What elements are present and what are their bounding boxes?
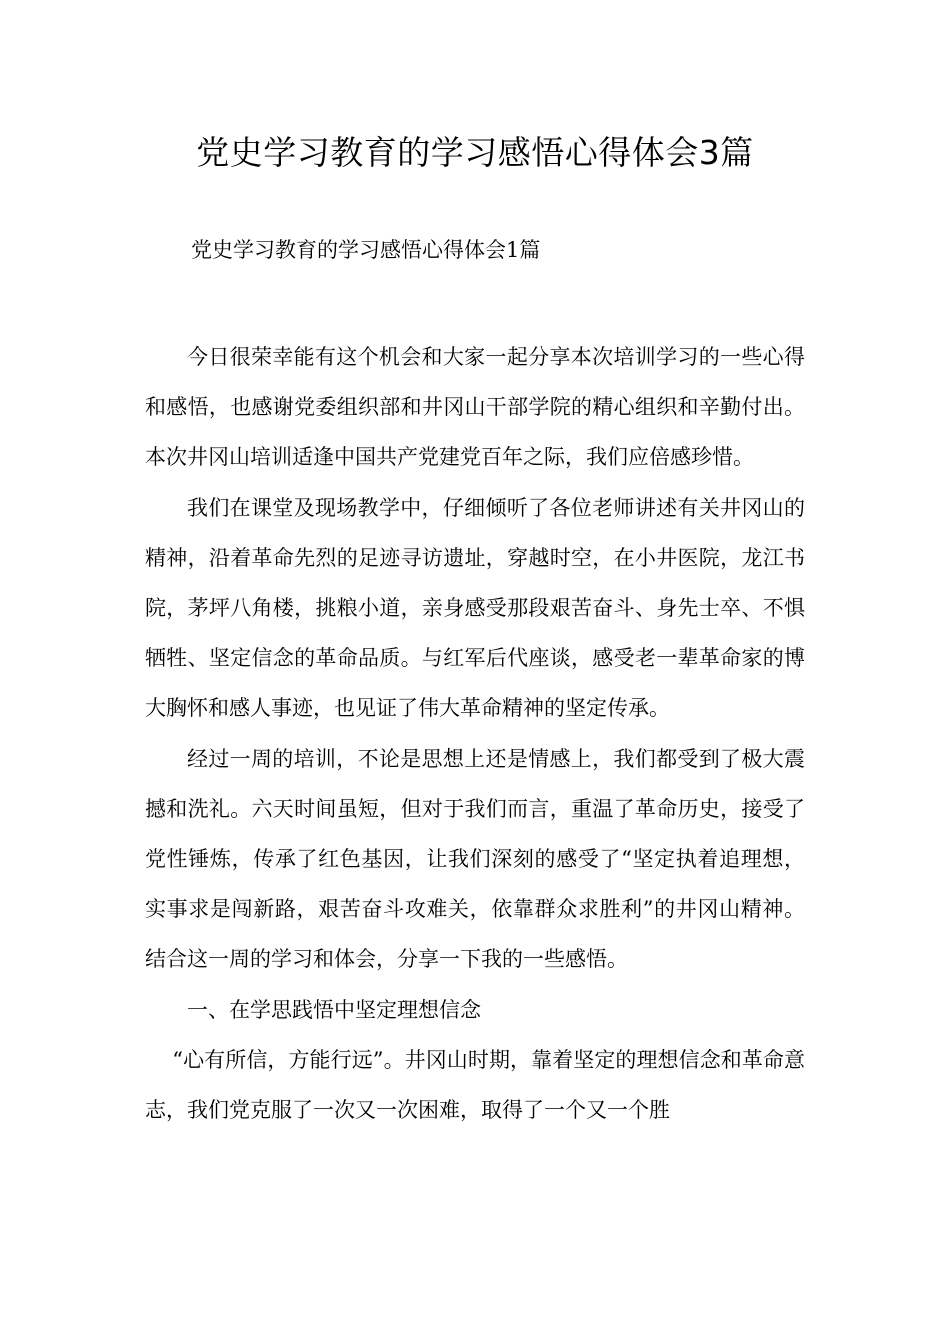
document-body (145, 332, 805, 1135)
paragraph-field-study: 我们在课堂及现场教学中，仔细倾听了各位老师讲述有关井冈山的精神，沿着革命先烈的足迹寻访遗址，穿越时空，在小井医院，龙江书院，茅坪八角楼，挑粮小道，亲身感受那段艰苦奋斗、身先士卒、不惧牺牲、坚定信念的革命品质。与红军后代座谈，感受老一辈革命家的博大胸怀和感人事迹，也见证了伟大革命精神的坚定传承。 (145, 495, 805, 721)
paragraph-reflection: 经过一周的培训，不论是思想上还是情感上，我们都受到了极大震撼和洗礼。六天时间虽短，但对于我们而言，重温了革命历史，接受了党性锤炼，传承了红色基因，让我们深刻的感受了“坚定执着追理想，实事求是闯新路，艰苦奋斗攻难关，依靠群众求胜利”的井冈山精神。结合这一周的学习和体会，分享一下我的一些感悟。 (145, 746, 805, 972)
document-title: 党史学习教育的学习感悟心得体会3篇 (196, 133, 754, 172)
section-heading: 一、在学思践悟中坚定理想信念 (187, 997, 481, 1022)
document-subtitle: 党史学习教育的学习感悟心得体会1篇 (191, 238, 541, 262)
paragraph-belief: “心有所信，方能行远”。井冈山时期，靠着坚定的理想信念和革命意志，我们党克服了一次又一次困难，取得了一个又一个胜 (145, 1047, 805, 1123)
paragraph-intro: 今日很荣幸能有这个机会和大家一起分享本次培训学习的一些心得和感悟，也感谢党委组织部和井冈山干部学院的精心组织和辛勤付出。本次井冈山培训适逢中国共产党建党百年之际，我们应倍感珍惜。 (145, 345, 805, 470)
